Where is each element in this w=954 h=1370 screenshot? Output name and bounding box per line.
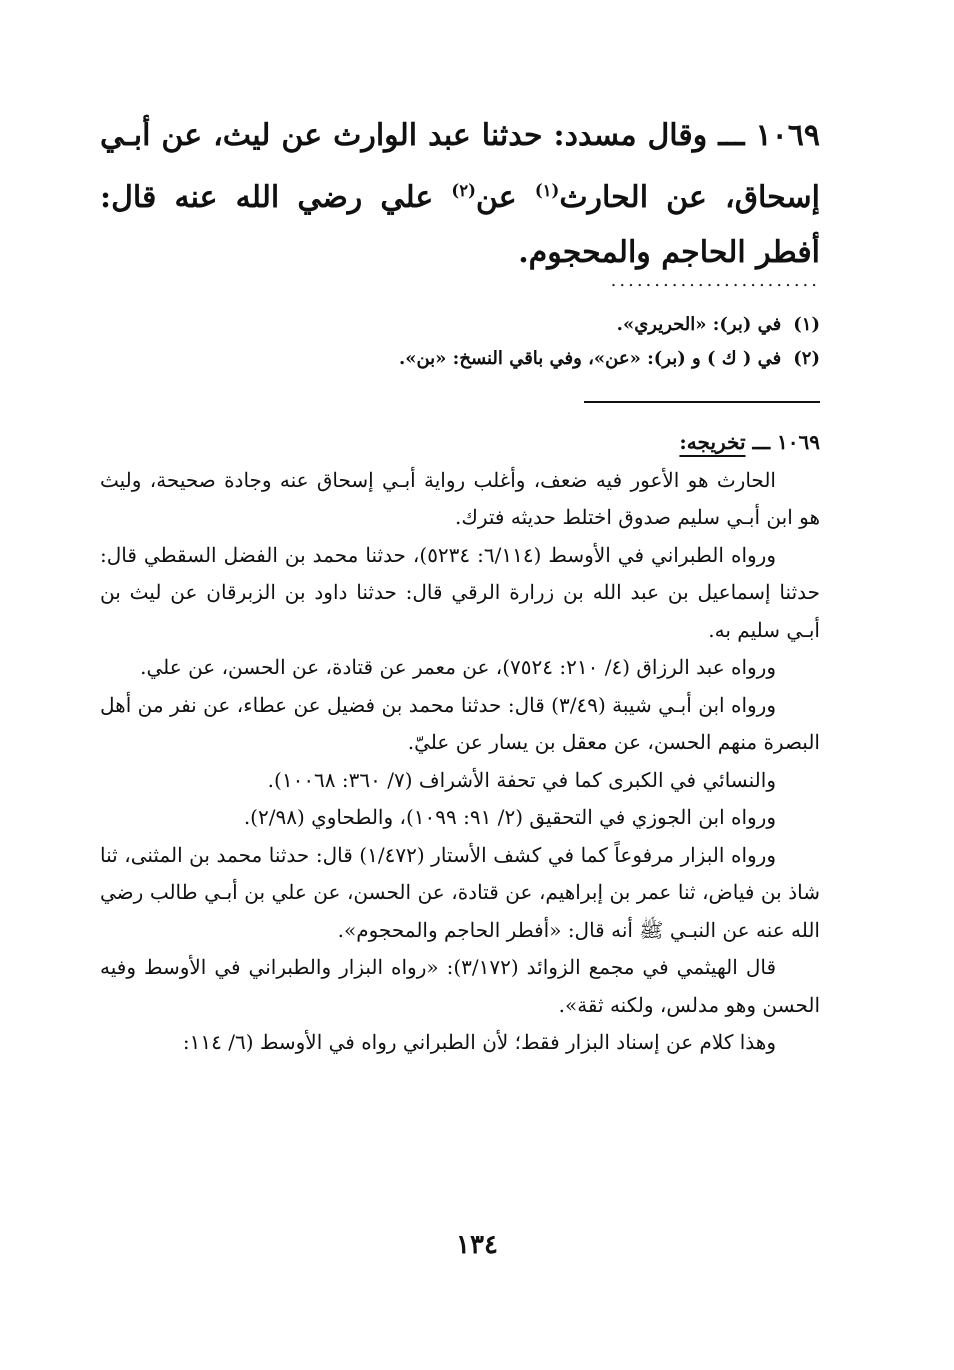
hadith-text-part-2: عن	[475, 180, 535, 215]
takhrij-number: ١٠٦٩	[777, 430, 820, 454]
footnote-2	[100, 342, 820, 376]
takhrij-paragraph: ورواه البزار مرفوعاً كما في كشف الأستار (١/٤٧٢) قال: حدثنا محمد بن المثنى، ثنا شاذ بن فياض، ثنا عمر بن إبراهيم، عن قتادة، عن الحسن، عن علي بن أبـي طالب رضي الله عنه عن النبـي ﷺ أنه قال: «أفطر الحاجم والمحجوم».	[100, 842, 820, 942]
takhrij-paragraph: قال الهيثمي في مجمع الزوائد (٣/١٧٢): «رواه البزار والطبراني في الأوسط وفيه الحسن وهو مدلس، ولكنه ثقة».	[100, 955, 820, 1017]
takhrij-paragraph: ورواه ابن الجوزي في التحقيق (٢/ ٩١: ١٠٩٩)، والطحاوي (٢/٩٨).	[243, 805, 776, 829]
page-number: ١٣٤	[456, 1230, 498, 1260]
section-divider	[584, 401, 820, 403]
takhrij-heading	[100, 424, 820, 462]
footnote-ref-2: (٢)	[451, 181, 476, 200]
footnote-text: في ( ك ) و (بر): «عن»، وفي باقي النسخ: «بن».	[398, 348, 782, 369]
takhrij-paragraph: ورواه الطبراني في الأوسط (٦/١١٤: ٥٢٣٤)، حدثنا محمد بن الفضل السقطي قال: حدثنا إسماعيل بن عبد الله بن زرارة الرقي قال: حدثنا داود بن الزبرقان عن ليث بن أبـي سليم به.	[100, 542, 820, 642]
takhrij-paragraph: ورواه عبد الرزاق (٤/ ٢١٠: ٧٥٢٤)، عن معمر عن قتادة، عن الحسن، عن علي.	[140, 655, 776, 679]
takhrij-paragraph: والنسائي في الكبرى كما في تحفة الأشراف (٧/ ٣٦٠: ١٠٠٦٨).	[267, 767, 776, 792]
footnote-1	[100, 308, 820, 342]
takhrij-paragraph: ورواه ابن أبـي شيبة (٣/٤٩) قال: حدثنا محمد بن فضيل عن عطاء، عن نفر من أهل البصرة منهم الحسن، عن معقل بن يسار عن عليّ.	[100, 692, 820, 754]
hadith-number: ١٠٦٩	[755, 118, 820, 153]
footnote-separator-dots: ........................	[610, 270, 820, 288]
takhrij-paragraph: وهذا كلام عن إسناد البزار فقط؛ لأن الطبراني رواه في الأوسط (٦/ ١١٤:	[182, 1030, 776, 1054]
hadith-paragraph	[100, 108, 820, 280]
footnote-text: في (بر): «الحريري».	[616, 314, 782, 335]
footnote-number: (٢)	[793, 348, 820, 369]
footnotes	[100, 308, 820, 376]
hadith-dash: ـــ	[718, 118, 745, 153]
takhrij-label: تخريجه:	[679, 430, 746, 454]
hadith-text-part-1: وقال مسدد: حدثنا عبد الوارث عن ليث، عن أبـي إسحاق، عن الحارث	[100, 118, 820, 215]
footnote-number: (١)	[793, 314, 820, 335]
takhrij-paragraph: الحارث هو الأعور فيه ضعف، وأغلب رواية أبـي إسحاق عنه وجادة صحيحة، وليث هو ابن أبـي سليم صدوق اختلط حديثه فترك.	[100, 467, 820, 529]
takhrij-section	[100, 424, 820, 1062]
hadith-text-part-3: علي رضي الله عنه قال: أفطر الحاجم والمحجوم.	[100, 180, 820, 270]
hadith-text	[100, 108, 820, 280]
takhrij-dash: ـــ	[752, 430, 771, 454]
footnote-ref-1: (١)	[534, 181, 560, 200]
